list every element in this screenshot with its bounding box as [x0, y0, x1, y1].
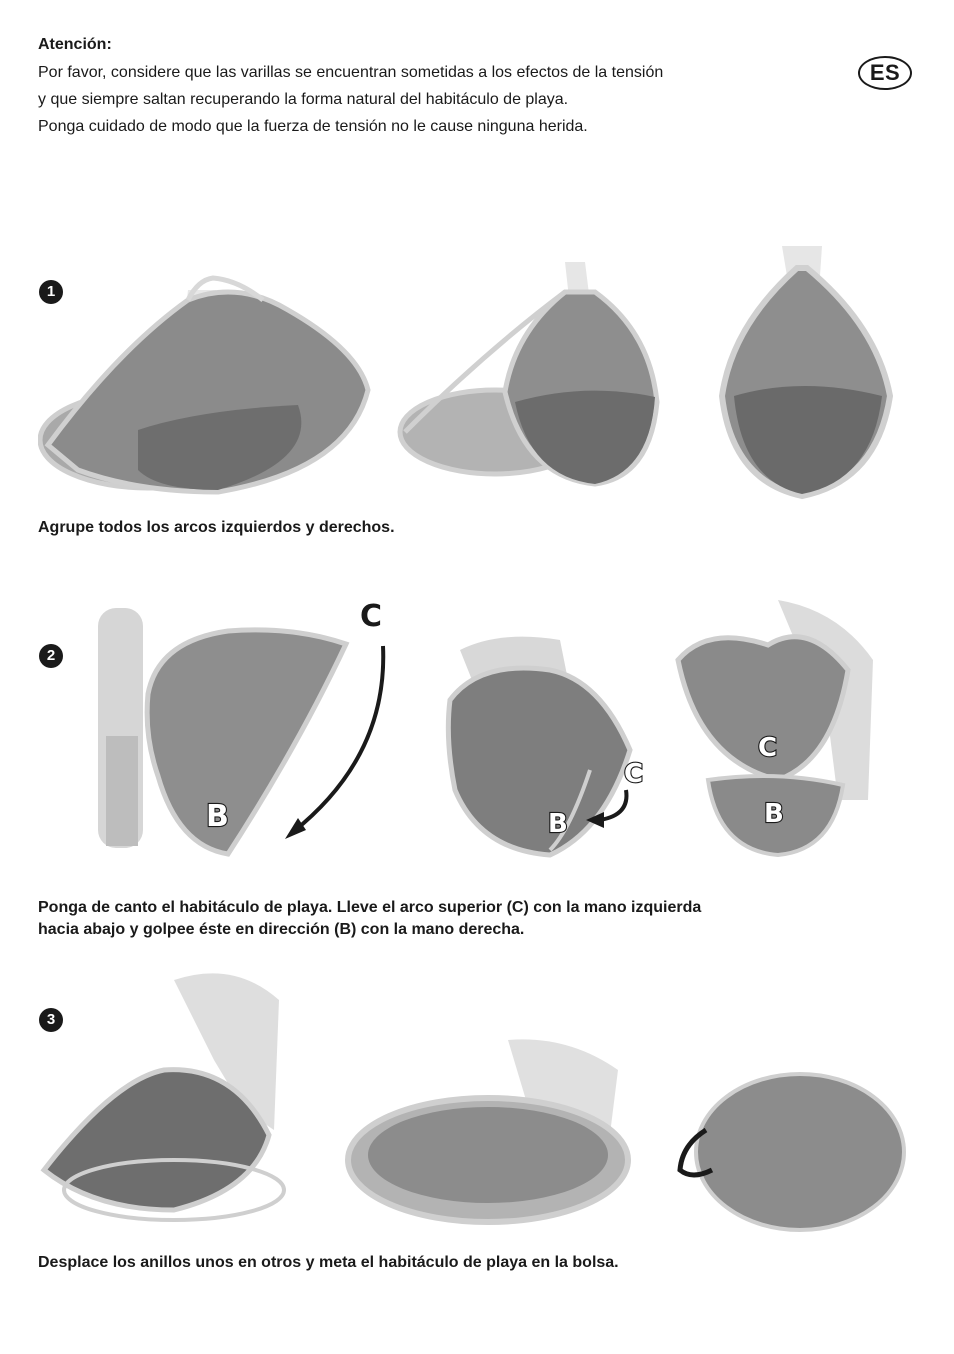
step-3-photo-a — [34, 960, 324, 1232]
step-2-photo-a — [88, 596, 408, 862]
attention-line-3: Ponga cuidado de modo que la fuerza de tensión no le cause ninguna herida. — [38, 118, 588, 135]
language-badge: ES — [858, 56, 912, 90]
step-1-photo-a — [38, 270, 378, 500]
step-3-caption: Desplace los anillos unos en otros y meta el habitáculo de playa en la bolsa. — [38, 1254, 619, 1271]
step-3-number: 3 — [39, 1008, 63, 1032]
step-3-photo-b — [338, 1030, 658, 1232]
step-2-photo-c — [668, 600, 882, 866]
step-2-label-c-2: C — [624, 759, 644, 789]
step-2-label-b-1: B — [206, 799, 229, 834]
step-2-number: 2 — [39, 644, 63, 668]
step-2-label-b-3: B — [764, 799, 784, 829]
attention-line-2: y que siempre saltan recuperando la forma natural del habitáculo de playa. — [38, 91, 569, 108]
step-1-caption: Agrupe todos los arcos izquierdos y derechos. — [38, 519, 395, 536]
step-2-label-b-2: B — [548, 809, 568, 839]
step-1-photo-b — [395, 262, 675, 494]
step-1-number: 1 — [39, 280, 63, 304]
step-2-caption-line-1: Ponga de canto el habitáculo de playa. Lleve el arco superior (C) con la mano izquierda — [38, 899, 702, 916]
attention-line-1: Por favor, considere que las varillas se encuentran sometidas a los efectos de la tensión — [38, 64, 664, 81]
step-2-label-c-3: C — [758, 733, 778, 763]
step-2-photo-b — [440, 630, 660, 866]
attention-title: Atención: — [38, 36, 112, 53]
step-1-photo-c — [712, 246, 902, 500]
step-3-photo-c — [672, 1070, 908, 1236]
step-2-caption-line-2: hacia abajo y golpee éste en dirección (B) con la mano derecha. — [38, 921, 525, 938]
step-2-label-c-1: C — [360, 599, 383, 634]
